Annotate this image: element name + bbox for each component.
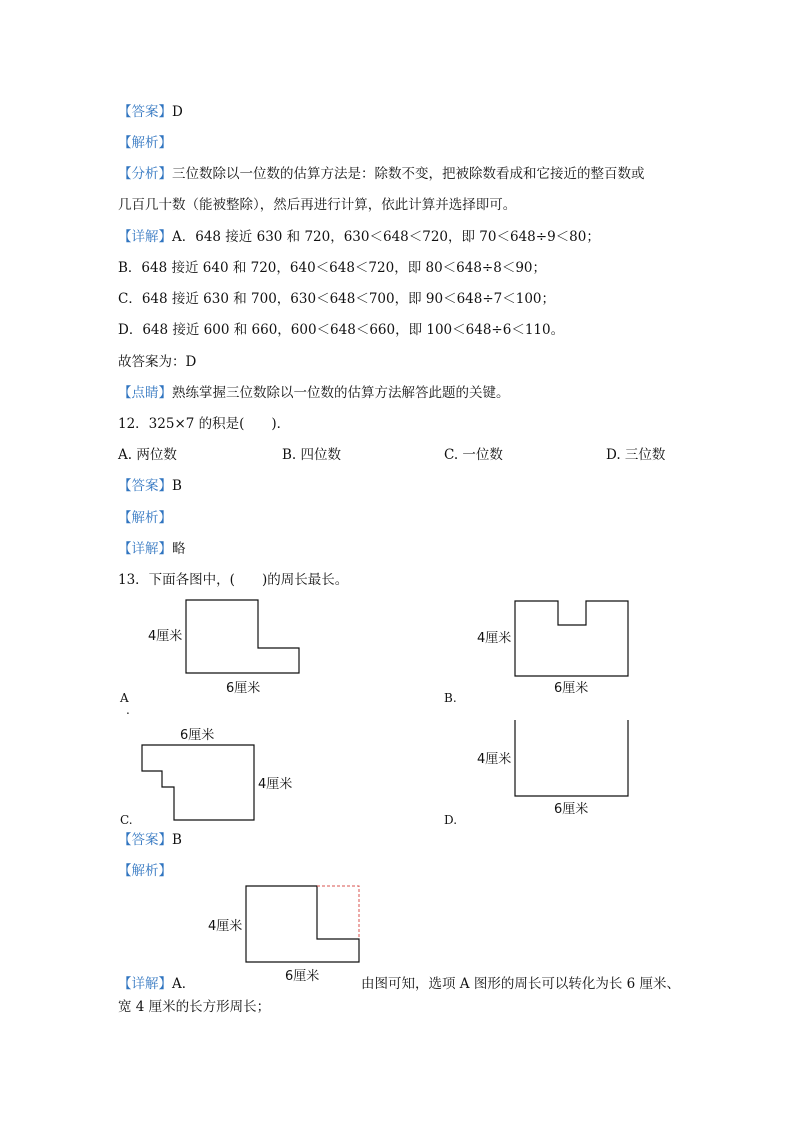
q12-option-a: A. 两位数 xyxy=(118,447,177,463)
q13-analysis-tag: 【解析】 xyxy=(118,863,172,879)
figure-c-shape xyxy=(142,745,254,820)
figure-a-height-label: 4厘米 xyxy=(148,629,183,644)
q13-detail-a-text1: 由图可知，选项 A 图形的周长可以转化为长 6 厘米、 xyxy=(361,976,681,992)
answer-tag: 【答案】 xyxy=(118,478,172,494)
q13-detail-a-text2: 宽 4 厘米的长方形周长； xyxy=(118,999,271,1015)
fenxi-tag: 【分析】 xyxy=(118,166,172,182)
option-a-dot: . xyxy=(126,703,130,717)
option-c-label: C. xyxy=(120,813,133,827)
q11-detail-c: C．648 接近 630 和 700，630＜648＜700，即 90＜648÷7＜100； xyxy=(118,291,556,307)
analysis-width-label: 6厘米 xyxy=(285,969,320,984)
figure-d-shape xyxy=(515,720,628,796)
q11-conclusion: 故答案为：D xyxy=(118,354,197,370)
q11-fenxi-line1 xyxy=(118,164,645,184)
analysis-figure-shape xyxy=(246,886,359,962)
q12-option-c: C. 一位数 xyxy=(444,447,503,463)
figure-c-height-label: 4厘米 xyxy=(258,777,293,792)
figure-a xyxy=(140,596,310,700)
q11-detail-d: D．648 接近 600 和 660，600＜648＜660，即 100＜648÷6＜110。 xyxy=(118,322,565,338)
answer-value: B xyxy=(172,478,182,494)
figure-a-width-label: 6厘米 xyxy=(226,681,261,696)
q12-analysis-tag: 【解析】 xyxy=(118,510,172,526)
analysis-height-label: 4厘米 xyxy=(208,919,243,934)
detail-tag: 【详解】 xyxy=(118,976,172,992)
fenxi-text1: 三位数除以一位数的估算方法是：除数不变，把被除数看成和它接近的整百数或 xyxy=(172,166,645,182)
q11-dianjing xyxy=(118,383,510,403)
detail-a-prefix: A． xyxy=(172,976,196,992)
q11-analysis-tag: 【解析】 xyxy=(118,135,172,151)
figure-d xyxy=(474,716,644,820)
q13-answer xyxy=(118,830,182,850)
q11-answer xyxy=(118,102,183,122)
answer-value: D xyxy=(172,104,183,120)
analysis-figure xyxy=(205,880,375,986)
figure-c xyxy=(130,722,310,826)
figure-b-width-label: 6厘米 xyxy=(554,681,589,696)
q11-detail-a xyxy=(118,227,600,247)
q12-option-d: D. 三位数 xyxy=(606,447,666,463)
q13-question: 13．下面各图中，( )的周长最长。 xyxy=(118,572,349,588)
answer-value: B xyxy=(172,832,182,848)
q13-detail-a xyxy=(118,974,195,994)
dianjing-text: 熟练掌握三位数除以一位数的估算方法解答此题的关键。 xyxy=(172,385,510,401)
answer-tag: 【答案】 xyxy=(118,104,172,120)
option-a-label: A xyxy=(120,691,129,705)
detail-text: 略 xyxy=(172,541,186,557)
analysis-dashed-completion xyxy=(317,886,359,939)
q11-detail-b: B．648 接近 640 和 720，640＜648＜720，即 80＜648÷8＜90； xyxy=(118,260,547,276)
q11-fenxi-line2: 几百几十数（能被整除），然后再进行计算，依此计算并选择即可。 xyxy=(118,197,517,213)
q12-question: 12．325×7 的积是( )． xyxy=(118,416,291,432)
detail-tag: 【详解】 xyxy=(118,229,172,245)
q12-option-b: B. 四位数 xyxy=(282,447,342,463)
dianjing-tag: 【点睛】 xyxy=(118,385,172,401)
figure-b xyxy=(474,596,644,700)
answer-tag: 【答案】 xyxy=(118,832,172,848)
figure-c-width-label: 6厘米 xyxy=(180,728,215,743)
q12-answer xyxy=(118,476,182,496)
figure-a-shape xyxy=(186,600,299,673)
detail-a-text: A．648 接近 630 和 720，630＜648＜720，即 70＜648÷9＜80； xyxy=(172,229,600,245)
figure-b-height-label: 4厘米 xyxy=(477,631,512,646)
option-d-label: D. xyxy=(444,813,458,827)
option-b-label: B. xyxy=(444,691,457,705)
figure-b-shape xyxy=(515,601,628,676)
figure-d-height-label: 4厘米 xyxy=(477,752,512,767)
figure-d-width-label: 6厘米 xyxy=(554,802,589,817)
detail-tag: 【详解】 xyxy=(118,541,172,557)
q12-detail xyxy=(118,539,186,559)
